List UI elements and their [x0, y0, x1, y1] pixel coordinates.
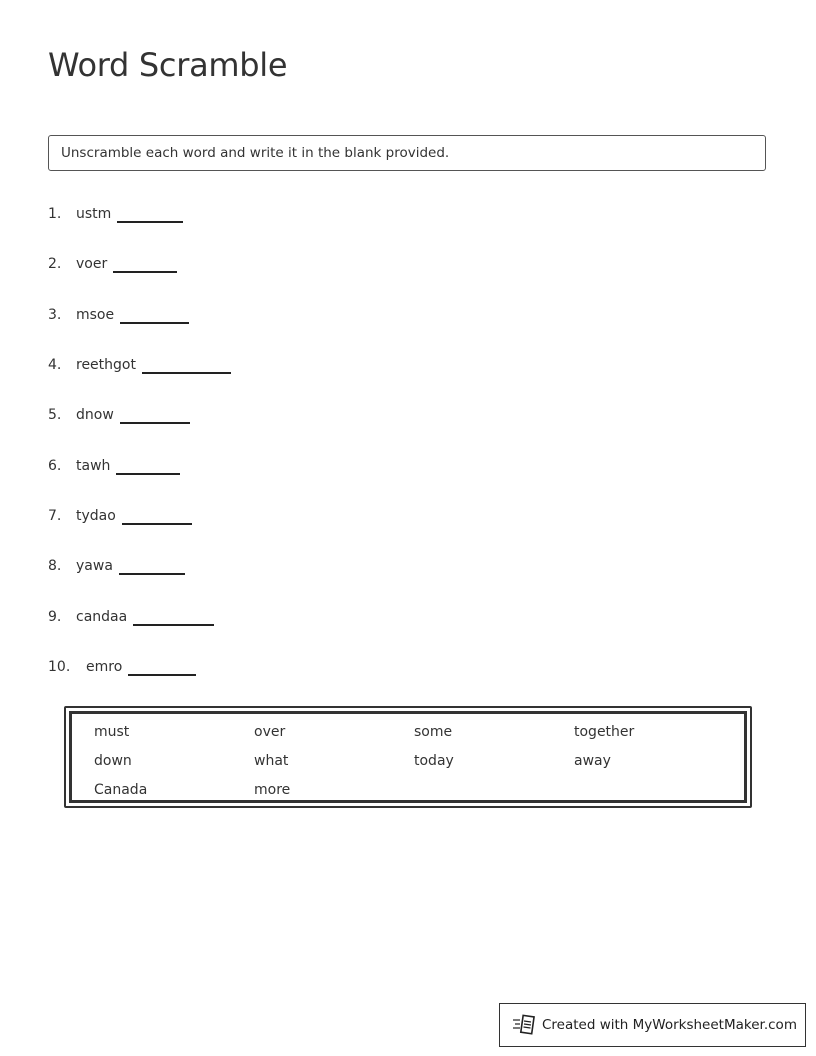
list-item [48, 454, 180, 478]
scrambled-word: msoe [76, 307, 115, 323]
item-number: 1. [48, 206, 62, 222]
list-item [48, 252, 177, 276]
scrambled-word: dnow [76, 407, 114, 423]
word-bank-word: over [254, 724, 286, 740]
item-number: 6. [48, 458, 62, 474]
word-bank-word: down [94, 753, 132, 769]
footer-text: Created with MyWorksheetMaker.com [542, 1017, 797, 1033]
word-bank-inner-border [69, 711, 747, 803]
answer-blank[interactable] [120, 306, 189, 324]
item-number: 5. [48, 407, 62, 423]
list-item [48, 353, 231, 377]
scrambled-word: tawh [76, 458, 111, 474]
scrambled-word: emro [86, 659, 123, 675]
item-number: 8. [48, 558, 62, 574]
word-bank-word: more [254, 782, 291, 798]
word-bank-word: away [574, 753, 611, 769]
worksheet-maker-logo-icon [512, 1014, 536, 1036]
answer-blank[interactable] [117, 205, 183, 223]
scrambled-word: tydao [76, 508, 116, 524]
word-bank-word: what [254, 753, 289, 769]
list-item [48, 303, 189, 327]
list-item [48, 403, 190, 427]
scrambled-word: ustm [76, 206, 112, 222]
item-number: 10. [48, 659, 71, 675]
scrambled-word: candaa [76, 609, 128, 625]
word-bank-word: Canada [94, 782, 148, 798]
item-number: 7. [48, 508, 62, 524]
item-number: 4. [48, 357, 62, 373]
instructions-text: Unscramble each word and write it in the blank provided. [61, 145, 450, 161]
answer-blank[interactable] [113, 255, 177, 273]
scrambled-word: voer [76, 256, 108, 272]
list-item [48, 655, 196, 679]
answer-blank[interactable] [116, 457, 180, 475]
list-item [48, 605, 214, 629]
word-bank-word: some [414, 724, 453, 740]
word-bank-word: today [414, 753, 454, 769]
answer-blank[interactable] [142, 356, 231, 374]
page-title: Word Scramble [48, 46, 288, 84]
instructions-box [48, 135, 766, 171]
item-number: 2. [48, 256, 62, 272]
answer-blank[interactable] [120, 406, 190, 424]
scrambled-word: reethgot [76, 357, 136, 373]
scrambled-word: yawa [76, 558, 113, 574]
word-bank [64, 706, 752, 808]
list-item [48, 554, 185, 578]
item-number: 9. [48, 609, 62, 625]
word-bank-word: must [94, 724, 130, 740]
item-number: 3. [48, 307, 62, 323]
footer-credit[interactable] [499, 1003, 806, 1047]
answer-blank[interactable] [133, 608, 214, 626]
answer-blank[interactable] [128, 658, 196, 676]
answer-blank[interactable] [122, 507, 192, 525]
list-item [48, 202, 183, 226]
word-bank-word: together [574, 724, 635, 740]
answer-blank[interactable] [119, 557, 185, 575]
list-item [48, 504, 192, 528]
